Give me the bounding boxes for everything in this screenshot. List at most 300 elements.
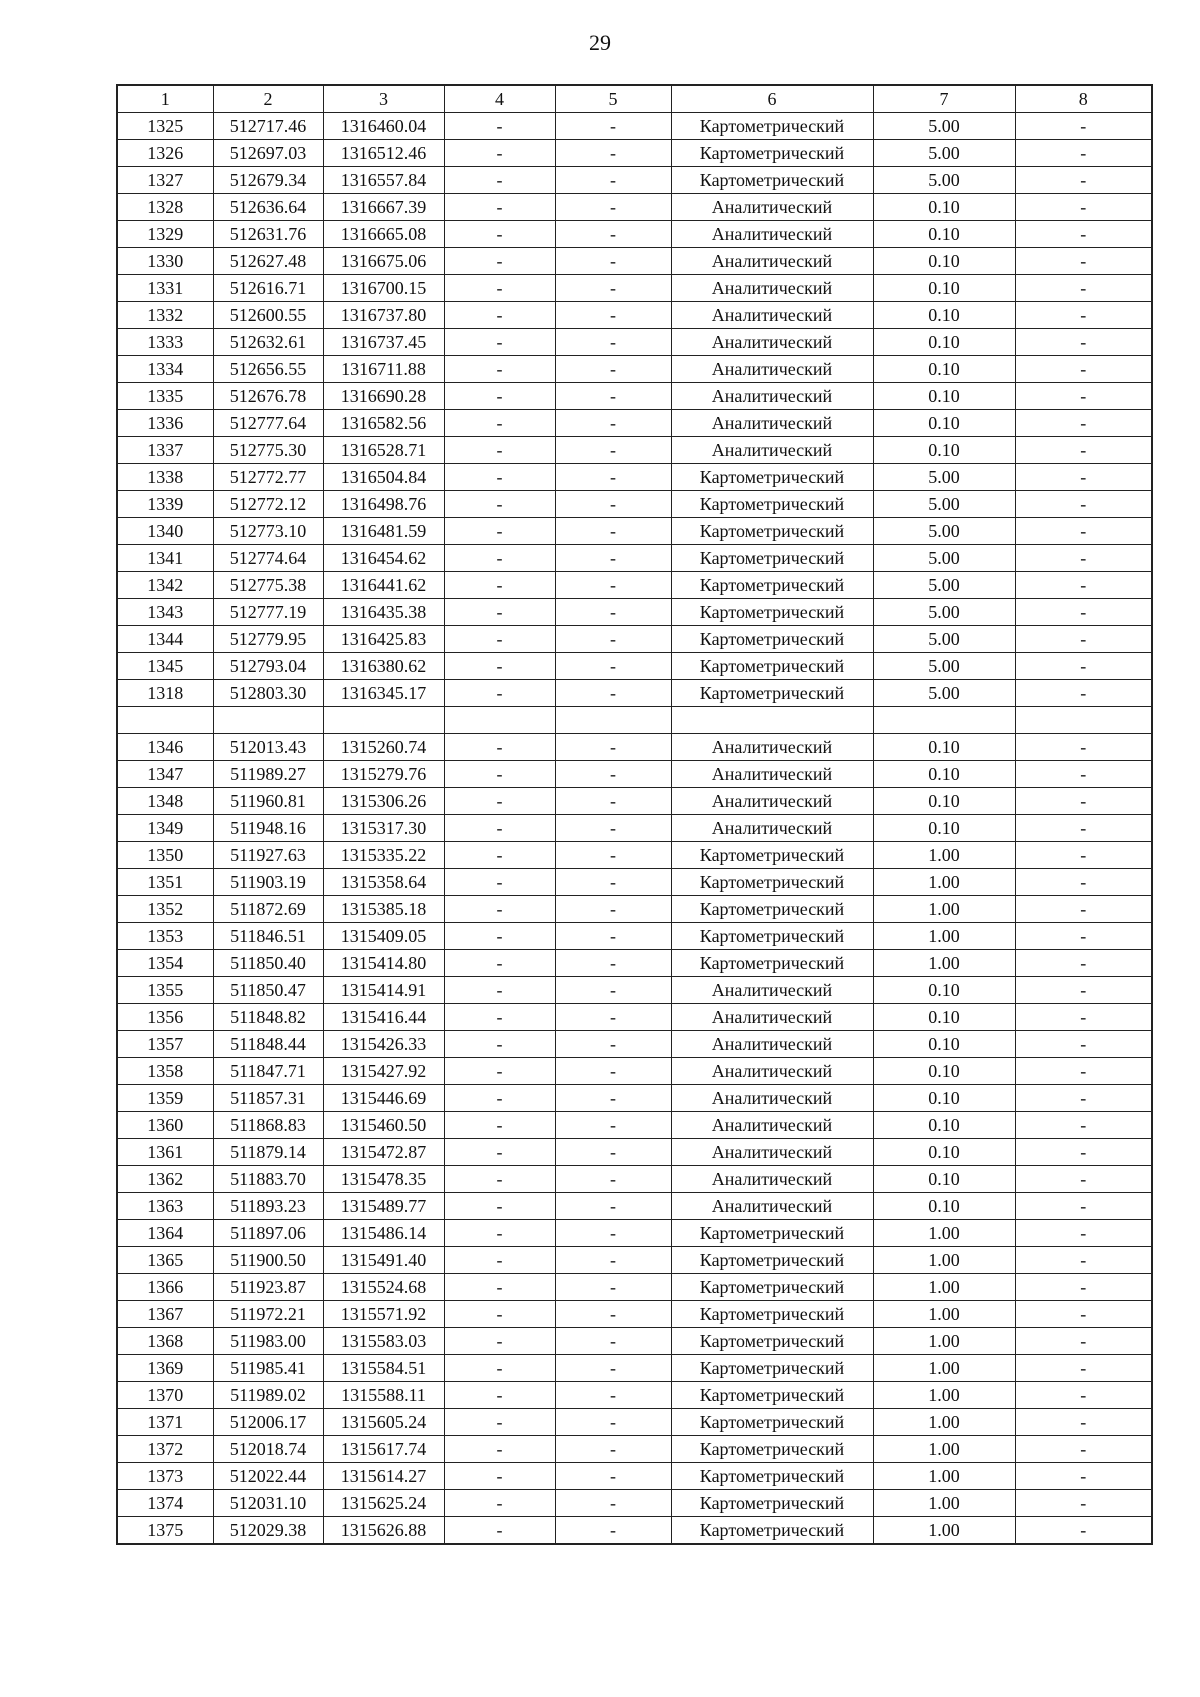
accuracy-cell: 0.10 (873, 437, 1015, 464)
table-row (117, 545, 1152, 572)
point-number-cell: 1368 (117, 1328, 213, 1355)
column-8-cell: - (1015, 1220, 1152, 1247)
point-number-cell: 1375 (117, 1517, 213, 1545)
x-coordinate-cell: 512773.10 (213, 518, 323, 545)
y-coordinate-cell: 1315491.40 (323, 1247, 444, 1274)
table-row (117, 464, 1152, 491)
accuracy-cell: 5.00 (873, 653, 1015, 680)
y-coordinate-cell: 1316425.83 (323, 626, 444, 653)
column-8-cell: - (1015, 869, 1152, 896)
column-5-cell: - (555, 1166, 671, 1193)
column-4-cell: - (444, 653, 555, 680)
point-number-cell: 1325 (117, 113, 213, 140)
accuracy-cell: 1.00 (873, 1247, 1015, 1274)
accuracy-cell: 5.00 (873, 572, 1015, 599)
table-row (117, 1220, 1152, 1247)
method-cell: Аналитический (671, 1085, 873, 1112)
method-cell: Аналитический (671, 221, 873, 248)
point-number-cell: 1326 (117, 140, 213, 167)
column-8-cell: - (1015, 896, 1152, 923)
x-coordinate-cell: 511879.14 (213, 1139, 323, 1166)
point-number-cell: 1338 (117, 464, 213, 491)
table-row (117, 221, 1152, 248)
table-row (117, 194, 1152, 221)
method-cell: Аналитический (671, 815, 873, 842)
x-coordinate-cell: 511850.47 (213, 977, 323, 1004)
y-coordinate-cell: 1315460.50 (323, 1112, 444, 1139)
column-4-cell (444, 707, 555, 734)
point-number-cell: 1343 (117, 599, 213, 626)
y-coordinate-cell: 1315472.87 (323, 1139, 444, 1166)
x-coordinate-cell: 511903.19 (213, 869, 323, 896)
column-4-cell: - (444, 248, 555, 275)
accuracy-cell: 0.10 (873, 1112, 1015, 1139)
x-coordinate-cell: 512631.76 (213, 221, 323, 248)
table-row (117, 1355, 1152, 1382)
column-4-cell: - (444, 1247, 555, 1274)
column-5-cell: - (555, 923, 671, 950)
column-8-cell: - (1015, 734, 1152, 761)
accuracy-cell: 0.10 (873, 329, 1015, 356)
column-5-cell: - (555, 1031, 671, 1058)
column-4-cell: - (444, 815, 555, 842)
method-cell: Картометрический (671, 1382, 873, 1409)
point-number-cell: 1331 (117, 275, 213, 302)
table-body (117, 113, 1152, 1545)
point-number-cell: 1362 (117, 1166, 213, 1193)
column-8-cell: - (1015, 761, 1152, 788)
method-cell: Картометрический (671, 464, 873, 491)
accuracy-cell: 5.00 (873, 518, 1015, 545)
accuracy-cell: 0.10 (873, 248, 1015, 275)
column-8-cell: - (1015, 1490, 1152, 1517)
accuracy-cell (873, 707, 1015, 734)
y-coordinate-cell: 1315427.92 (323, 1058, 444, 1085)
method-cell: Картометрический (671, 599, 873, 626)
accuracy-cell: 1.00 (873, 1355, 1015, 1382)
y-coordinate-cell: 1316675.06 (323, 248, 444, 275)
method-cell: Картометрический (671, 1355, 873, 1382)
accuracy-cell: 0.10 (873, 1139, 1015, 1166)
accuracy-cell: 5.00 (873, 545, 1015, 572)
column-5-cell: - (555, 734, 671, 761)
y-coordinate-cell: 1316665.08 (323, 221, 444, 248)
table-row (117, 1139, 1152, 1166)
method-cell: Картометрический (671, 842, 873, 869)
column-5-cell: - (555, 788, 671, 815)
x-coordinate-cell: 512656.55 (213, 356, 323, 383)
column-4-cell: - (444, 1058, 555, 1085)
method-cell: Аналитический (671, 1139, 873, 1166)
accuracy-cell: 0.10 (873, 302, 1015, 329)
column-5-cell: - (555, 1220, 671, 1247)
method-cell: Картометрический (671, 680, 873, 707)
method-cell: Аналитический (671, 248, 873, 275)
table-header-row (117, 85, 1152, 113)
method-cell: Картометрический (671, 923, 873, 950)
x-coordinate-cell (213, 707, 323, 734)
x-coordinate-cell: 511847.71 (213, 1058, 323, 1085)
point-number-cell: 1364 (117, 1220, 213, 1247)
column-8-cell: - (1015, 842, 1152, 869)
column-5-cell: - (555, 1301, 671, 1328)
table-row (117, 950, 1152, 977)
point-number-cell: 1349 (117, 815, 213, 842)
table-row (117, 626, 1152, 653)
table-row (117, 437, 1152, 464)
column-8-cell (1015, 707, 1152, 734)
point-number-cell: 1329 (117, 221, 213, 248)
column-8-cell: - (1015, 464, 1152, 491)
table-row (117, 1166, 1152, 1193)
column-5-cell: - (555, 329, 671, 356)
method-cell: Аналитический (671, 734, 873, 761)
accuracy-cell: 0.10 (873, 356, 1015, 383)
accuracy-cell: 0.10 (873, 734, 1015, 761)
column-4-cell: - (444, 140, 555, 167)
column-4-cell: - (444, 437, 555, 464)
point-number-cell: 1347 (117, 761, 213, 788)
column-8-cell: - (1015, 383, 1152, 410)
column-4-cell: - (444, 1382, 555, 1409)
column-8-cell: - (1015, 599, 1152, 626)
x-coordinate-cell: 511989.02 (213, 1382, 323, 1409)
y-coordinate-cell: 1316498.76 (323, 491, 444, 518)
x-coordinate-cell: 511972.21 (213, 1301, 323, 1328)
method-cell: Картометрический (671, 653, 873, 680)
column-8-cell: - (1015, 1058, 1152, 1085)
y-coordinate-cell: 1316504.84 (323, 464, 444, 491)
accuracy-cell: 5.00 (873, 113, 1015, 140)
y-coordinate-cell: 1315614.27 (323, 1463, 444, 1490)
point-number-cell: 1366 (117, 1274, 213, 1301)
column-8-cell: - (1015, 1274, 1152, 1301)
method-cell: Аналитический (671, 329, 873, 356)
point-number-cell: 1340 (117, 518, 213, 545)
column-4-cell: - (444, 1301, 555, 1328)
y-coordinate-cell: 1315446.69 (323, 1085, 444, 1112)
accuracy-cell: 0.10 (873, 221, 1015, 248)
column-4-cell: - (444, 977, 555, 1004)
x-coordinate-cell: 512006.17 (213, 1409, 323, 1436)
table-row (117, 680, 1152, 707)
point-number-cell: 1334 (117, 356, 213, 383)
y-coordinate-cell: 1315626.88 (323, 1517, 444, 1545)
point-number-cell: 1374 (117, 1490, 213, 1517)
column-8-cell: - (1015, 572, 1152, 599)
table-row (117, 410, 1152, 437)
method-cell: Картометрический (671, 1301, 873, 1328)
method-cell: Картометрический (671, 1274, 873, 1301)
y-coordinate-cell: 1315605.24 (323, 1409, 444, 1436)
y-coordinate-cell: 1315414.80 (323, 950, 444, 977)
column-8-cell: - (1015, 1382, 1152, 1409)
x-coordinate-cell: 512022.44 (213, 1463, 323, 1490)
y-coordinate-cell: 1316557.84 (323, 167, 444, 194)
column-5-cell: - (555, 248, 671, 275)
column-5-cell: - (555, 1247, 671, 1274)
column-8-cell: - (1015, 491, 1152, 518)
method-cell: Аналитический (671, 1031, 873, 1058)
column-5-cell: - (555, 977, 671, 1004)
column-4-cell: - (444, 1436, 555, 1463)
accuracy-cell: 0.10 (873, 977, 1015, 1004)
table-row (117, 1301, 1152, 1328)
y-coordinate-cell: 1316481.59 (323, 518, 444, 545)
column-5-cell: - (555, 1328, 671, 1355)
y-coordinate-cell: 1315524.68 (323, 1274, 444, 1301)
accuracy-cell: 1.00 (873, 1274, 1015, 1301)
point-number-cell: 1342 (117, 572, 213, 599)
column-8-cell: - (1015, 923, 1152, 950)
method-cell (671, 707, 873, 734)
column-8-cell: - (1015, 1085, 1152, 1112)
method-cell: Аналитический (671, 1166, 873, 1193)
x-coordinate-cell: 512779.95 (213, 626, 323, 653)
point-number-cell: 1373 (117, 1463, 213, 1490)
column-5-cell: - (555, 1139, 671, 1166)
point-number-cell: 1353 (117, 923, 213, 950)
x-coordinate-cell: 511857.31 (213, 1085, 323, 1112)
table-row (117, 1490, 1152, 1517)
x-coordinate-cell: 512803.30 (213, 680, 323, 707)
accuracy-cell: 1.00 (873, 1463, 1015, 1490)
y-coordinate-cell: 1315478.35 (323, 1166, 444, 1193)
column-4-cell: - (444, 1220, 555, 1247)
y-coordinate-cell (323, 707, 444, 734)
method-cell: Аналитический (671, 194, 873, 221)
point-number-cell: 1354 (117, 950, 213, 977)
column-8-cell: - (1015, 1517, 1152, 1545)
table-row (117, 1382, 1152, 1409)
method-cell: Аналитический (671, 788, 873, 815)
y-coordinate-cell: 1315489.77 (323, 1193, 444, 1220)
column-8-cell: - (1015, 356, 1152, 383)
table-row (117, 356, 1152, 383)
accuracy-cell: 5.00 (873, 626, 1015, 653)
table-row (117, 1328, 1152, 1355)
y-coordinate-cell: 1316700.15 (323, 275, 444, 302)
column-5-cell: - (555, 491, 671, 518)
column-8-cell: - (1015, 518, 1152, 545)
method-cell: Картометрический (671, 626, 873, 653)
x-coordinate-cell: 511872.69 (213, 896, 323, 923)
x-coordinate-cell: 511923.87 (213, 1274, 323, 1301)
method-cell: Аналитический (671, 410, 873, 437)
table-row (117, 1058, 1152, 1085)
point-number-cell: 1336 (117, 410, 213, 437)
x-coordinate-cell: 512632.61 (213, 329, 323, 356)
column-4-cell: - (444, 1031, 555, 1058)
y-coordinate-cell: 1315588.11 (323, 1382, 444, 1409)
accuracy-cell: 5.00 (873, 599, 1015, 626)
table-row (117, 383, 1152, 410)
column-5-cell: - (555, 113, 671, 140)
column-5-cell: - (555, 950, 671, 977)
column-4-cell: - (444, 734, 555, 761)
y-coordinate-cell: 1316582.56 (323, 410, 444, 437)
point-number-cell: 1363 (117, 1193, 213, 1220)
method-cell: Картометрический (671, 950, 873, 977)
column-5-cell: - (555, 194, 671, 221)
column-8-cell: - (1015, 248, 1152, 275)
column-header: 7 (873, 85, 1015, 113)
method-cell: Картометрический (671, 1220, 873, 1247)
method-cell: Картометрический (671, 113, 873, 140)
column-4-cell: - (444, 1463, 555, 1490)
column-8-cell: - (1015, 680, 1152, 707)
table-row (117, 923, 1152, 950)
point-number-cell: 1359 (117, 1085, 213, 1112)
column-8-cell: - (1015, 1112, 1152, 1139)
accuracy-cell: 1.00 (873, 1328, 1015, 1355)
x-coordinate-cell: 511868.83 (213, 1112, 323, 1139)
column-8-cell: - (1015, 410, 1152, 437)
x-coordinate-cell: 511848.82 (213, 1004, 323, 1031)
table-row (117, 167, 1152, 194)
table-row (117, 788, 1152, 815)
y-coordinate-cell: 1315317.30 (323, 815, 444, 842)
accuracy-cell: 1.00 (873, 842, 1015, 869)
accuracy-cell: 0.10 (873, 1004, 1015, 1031)
y-coordinate-cell: 1315583.03 (323, 1328, 444, 1355)
column-4-cell: - (444, 869, 555, 896)
column-4-cell: - (444, 761, 555, 788)
y-coordinate-cell: 1315409.05 (323, 923, 444, 950)
column-5-cell: - (555, 815, 671, 842)
column-5-cell: - (555, 1382, 671, 1409)
y-coordinate-cell: 1315486.14 (323, 1220, 444, 1247)
point-number-cell: 1369 (117, 1355, 213, 1382)
column-8-cell: - (1015, 1166, 1152, 1193)
column-5-cell: - (555, 545, 671, 572)
column-4-cell: - (444, 896, 555, 923)
accuracy-cell: 5.00 (873, 491, 1015, 518)
x-coordinate-cell: 511927.63 (213, 842, 323, 869)
method-cell: Картометрический (671, 1490, 873, 1517)
column-4-cell: - (444, 275, 555, 302)
column-4-cell: - (444, 194, 555, 221)
point-number-cell: 1356 (117, 1004, 213, 1031)
point-number-cell: 1330 (117, 248, 213, 275)
table-row (117, 815, 1152, 842)
accuracy-cell: 5.00 (873, 140, 1015, 167)
column-5-cell: - (555, 896, 671, 923)
column-4-cell: - (444, 1166, 555, 1193)
point-number-cell: 1371 (117, 1409, 213, 1436)
table-row (117, 869, 1152, 896)
x-coordinate-cell: 511893.23 (213, 1193, 323, 1220)
y-coordinate-cell: 1316512.46 (323, 140, 444, 167)
point-number-cell: 1318 (117, 680, 213, 707)
method-cell: Аналитический (671, 1112, 873, 1139)
x-coordinate-cell: 511846.51 (213, 923, 323, 950)
column-5-cell: - (555, 464, 671, 491)
table-row (117, 1274, 1152, 1301)
column-5-cell: - (555, 302, 671, 329)
y-coordinate-cell: 1315625.24 (323, 1490, 444, 1517)
point-number-cell: 1337 (117, 437, 213, 464)
column-4-cell: - (444, 680, 555, 707)
x-coordinate-cell: 511883.70 (213, 1166, 323, 1193)
column-5-cell: - (555, 1517, 671, 1545)
method-cell: Картометрический (671, 140, 873, 167)
accuracy-cell: 1.00 (873, 896, 1015, 923)
column-5-cell: - (555, 680, 671, 707)
point-number-cell: 1365 (117, 1247, 213, 1274)
column-4-cell: - (444, 1328, 555, 1355)
x-coordinate-cell: 512627.48 (213, 248, 323, 275)
column-5-cell: - (555, 1490, 671, 1517)
x-coordinate-cell: 512697.03 (213, 140, 323, 167)
table-row (117, 842, 1152, 869)
column-4-cell: - (444, 1355, 555, 1382)
x-coordinate-cell: 512600.55 (213, 302, 323, 329)
point-number-cell: 1332 (117, 302, 213, 329)
accuracy-cell: 1.00 (873, 950, 1015, 977)
x-coordinate-cell: 512018.74 (213, 1436, 323, 1463)
y-coordinate-cell: 1316737.45 (323, 329, 444, 356)
x-coordinate-cell: 512679.34 (213, 167, 323, 194)
x-coordinate-cell: 511897.06 (213, 1220, 323, 1247)
x-coordinate-cell: 511989.27 (213, 761, 323, 788)
y-coordinate-cell: 1315416.44 (323, 1004, 444, 1031)
accuracy-cell: 1.00 (873, 869, 1015, 896)
column-5-cell: - (555, 1463, 671, 1490)
column-header: 5 (555, 85, 671, 113)
accuracy-cell: 0.10 (873, 1031, 1015, 1058)
column-5-cell: - (555, 1274, 671, 1301)
accuracy-cell: 1.00 (873, 1517, 1015, 1545)
method-cell: Картометрический (671, 491, 873, 518)
column-4-cell: - (444, 950, 555, 977)
page-number: 29 (589, 30, 611, 55)
column-8-cell: - (1015, 113, 1152, 140)
y-coordinate-cell: 1315617.74 (323, 1436, 444, 1463)
column-5-cell: - (555, 842, 671, 869)
method-cell: Аналитический (671, 1004, 873, 1031)
column-header: 4 (444, 85, 555, 113)
accuracy-cell: 0.10 (873, 410, 1015, 437)
y-coordinate-cell: 1315358.64 (323, 869, 444, 896)
method-cell: Картометрический (671, 545, 873, 572)
column-8-cell: - (1015, 1193, 1152, 1220)
method-cell: Аналитический (671, 302, 873, 329)
column-5-cell: - (555, 221, 671, 248)
column-8-cell: - (1015, 1247, 1152, 1274)
y-coordinate-cell: 1316690.28 (323, 383, 444, 410)
y-coordinate-cell: 1316441.62 (323, 572, 444, 599)
point-number-cell: 1346 (117, 734, 213, 761)
column-8-cell: - (1015, 788, 1152, 815)
accuracy-cell: 1.00 (873, 1436, 1015, 1463)
method-cell: Картометрический (671, 572, 873, 599)
y-coordinate-cell: 1315279.76 (323, 761, 444, 788)
coordinates-table (116, 84, 1153, 1545)
column-4-cell: - (444, 1193, 555, 1220)
y-coordinate-cell: 1315260.74 (323, 734, 444, 761)
point-number-cell: 1372 (117, 1436, 213, 1463)
column-4-cell: - (444, 572, 555, 599)
column-4-cell: - (444, 1274, 555, 1301)
point-number-cell: 1358 (117, 1058, 213, 1085)
column-header: 3 (323, 85, 444, 113)
table-row (117, 1436, 1152, 1463)
table-row (117, 572, 1152, 599)
table-row (117, 302, 1152, 329)
column-5-cell: - (555, 626, 671, 653)
column-5-cell: - (555, 869, 671, 896)
